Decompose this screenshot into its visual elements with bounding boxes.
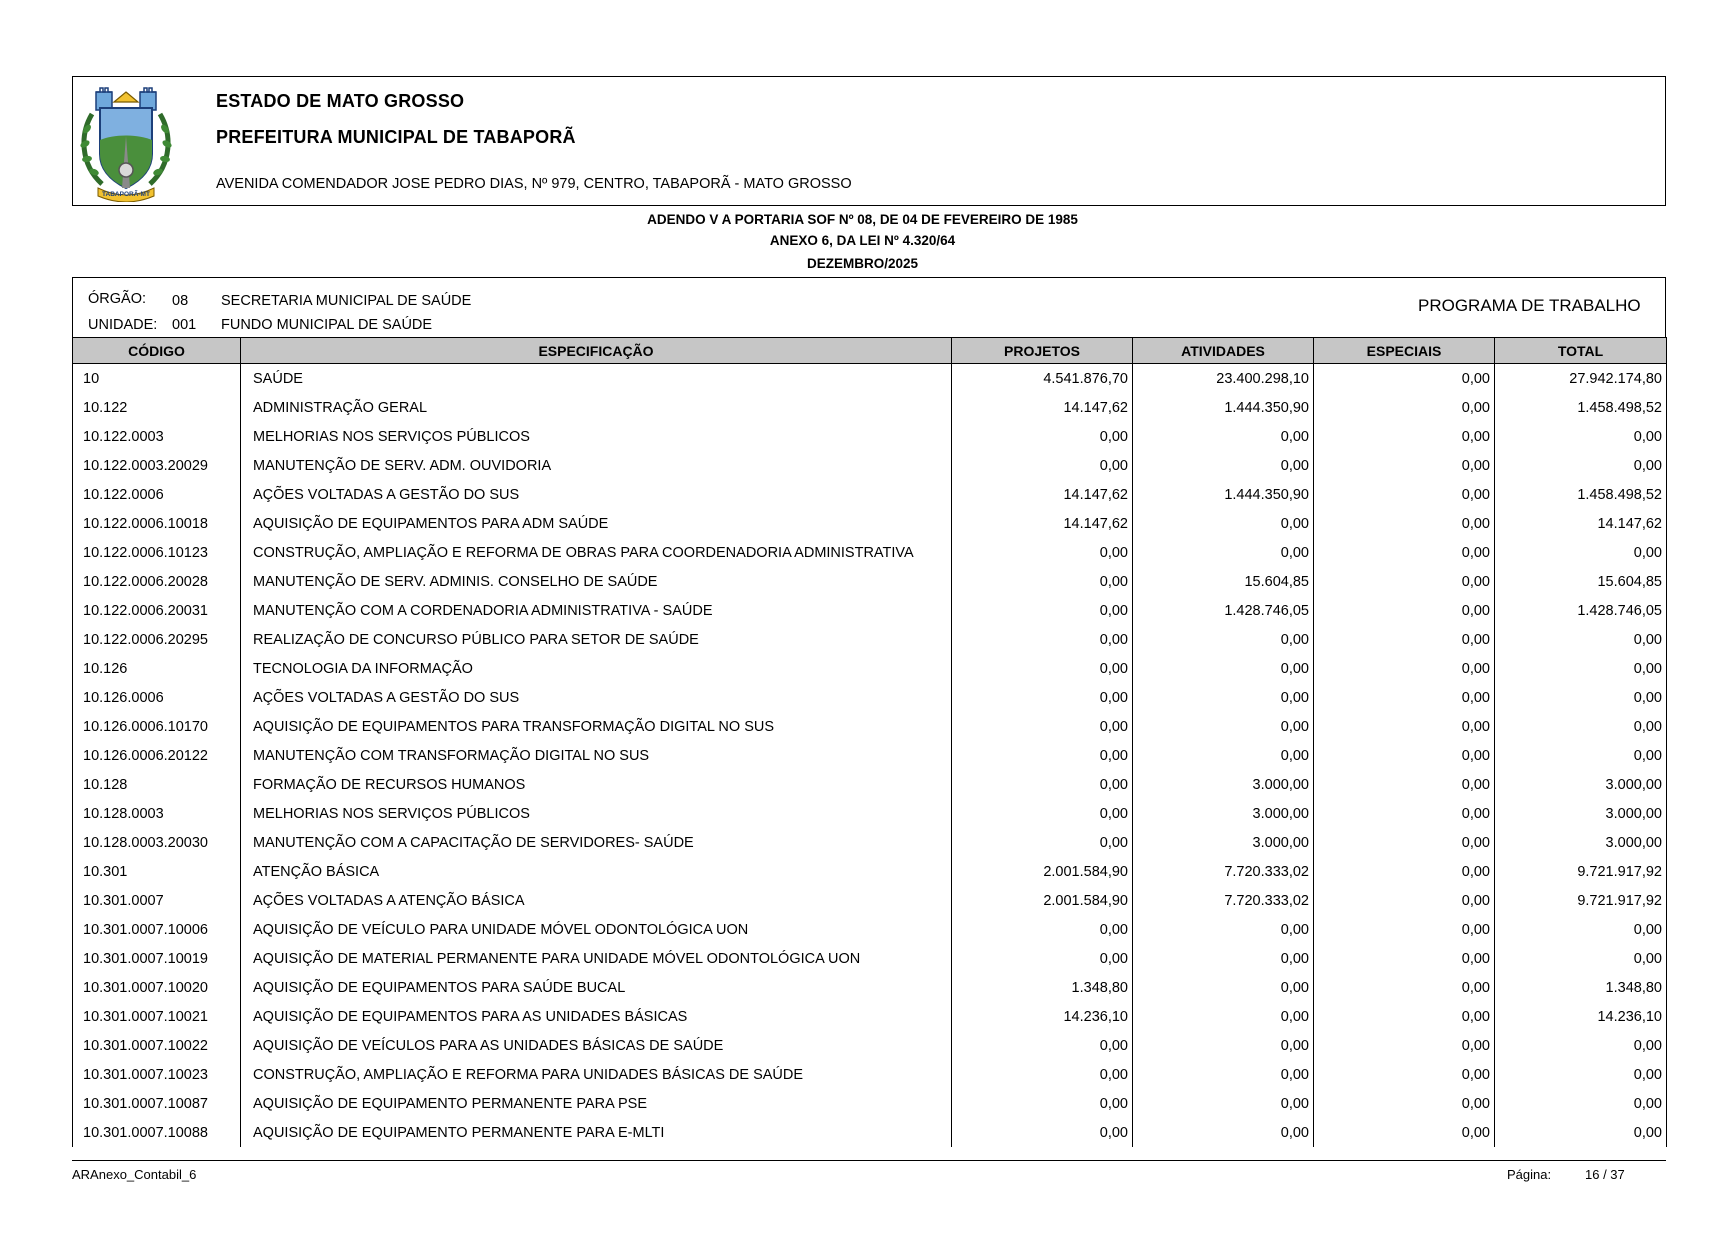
cell-codigo: 10.301.0007.10019	[73, 944, 241, 973]
table-row	[73, 712, 1667, 741]
cell-atividades: 0,00	[1133, 973, 1314, 1002]
cell-codigo: 10.301.0007	[73, 886, 241, 915]
cell-especiais: 0,00	[1314, 857, 1495, 886]
cell-total: 9.721.917,92	[1495, 857, 1667, 886]
report-period: DEZEMBRO/2025	[806, 256, 919, 271]
cell-total: 0,00	[1495, 1089, 1667, 1118]
cell-especiais: 0,00	[1314, 1060, 1495, 1089]
table-body	[73, 364, 1667, 1148]
cell-total: 15.604,85	[1495, 567, 1667, 596]
cell-especificacao: MANUTENÇÃO COM A CAPACITAÇÃO DE SERVIDORES- SAÚDE	[241, 828, 952, 857]
cell-especiais: 0,00	[1314, 770, 1495, 799]
cell-total: 0,00	[1495, 451, 1667, 480]
table-row	[73, 915, 1667, 944]
cell-especificacao: AQUISIÇÃO DE EQUIPAMENTOS PARA TRANSFORMAÇÃO DIGITAL NO SUS	[241, 712, 952, 741]
cell-projetos: 0,00	[952, 944, 1133, 973]
cell-especificacao: FORMAÇÃO DE RECURSOS HUMANOS	[241, 770, 952, 799]
cell-total: 3.000,00	[1495, 828, 1667, 857]
cell-atividades: 7.720.333,02	[1133, 857, 1314, 886]
cell-codigo: 10.122.0006.10123	[73, 538, 241, 567]
cell-projetos: 14.147,62	[952, 509, 1133, 538]
table-row	[73, 886, 1667, 915]
cell-atividades: 1.444.350,90	[1133, 480, 1314, 509]
footer-rule	[72, 1160, 1666, 1161]
cell-projetos: 0,00	[952, 567, 1133, 596]
cell-projetos: 0,00	[952, 654, 1133, 683]
page-label: Página:	[1507, 1167, 1552, 1182]
table-row	[73, 1089, 1667, 1118]
cell-total: 0,00	[1495, 712, 1667, 741]
cell-atividades: 0,00	[1133, 1031, 1314, 1060]
cell-total: 27.942.174,80	[1495, 364, 1667, 394]
report-title-1: ADENDO V A PORTARIA SOF Nº 08, DE 04 DE FEVEREIRO DE 1985	[647, 212, 1078, 227]
cell-codigo: 10.301.0007.10023	[73, 1060, 241, 1089]
cell-especificacao: ADMINISTRAÇÃO GERAL	[241, 393, 952, 422]
cell-atividades: 0,00	[1133, 944, 1314, 973]
cell-projetos: 0,00	[952, 799, 1133, 828]
cell-especificacao: REALIZAÇÃO DE CONCURSO PÚBLICO PARA SETOR DE SAÚDE	[241, 625, 952, 654]
cell-codigo: 10.301.0007.10087	[73, 1089, 241, 1118]
cell-total: 0,00	[1495, 741, 1667, 770]
cell-codigo: 10.126	[73, 654, 241, 683]
cell-total: 0,00	[1495, 1118, 1667, 1147]
cell-total: 1.428.746,05	[1495, 596, 1667, 625]
cell-atividades: 23.400.298,10	[1133, 364, 1314, 394]
cell-projetos: 0,00	[952, 712, 1133, 741]
cell-codigo: 10.122.0003.20029	[73, 451, 241, 480]
cell-especificacao: AÇÕES VOLTADAS A GESTÃO DO SUS	[241, 683, 952, 712]
cell-atividades: 0,00	[1133, 422, 1314, 451]
cell-total: 3.000,00	[1495, 770, 1667, 799]
cell-especiais: 0,00	[1314, 567, 1495, 596]
table-row	[73, 1118, 1667, 1147]
cell-especificacao: MANUTENÇÃO DE SERV. ADMINIS. CONSELHO DE SAÚDE	[241, 567, 952, 596]
cell-especiais: 0,00	[1314, 828, 1495, 857]
cell-codigo: 10.301.0007.10022	[73, 1031, 241, 1060]
col-projetos: PROJETOS	[952, 338, 1133, 364]
cell-total: 0,00	[1495, 654, 1667, 683]
cell-projetos: 4.541.876,70	[952, 364, 1133, 394]
cell-atividades: 7.720.333,02	[1133, 886, 1314, 915]
cell-codigo: 10.122.0006	[73, 480, 241, 509]
program-title: PROGRAMA DE TRABALHO	[1418, 296, 1641, 315]
cell-especificacao: AQUISIÇÃO DE EQUIPAMENTO PERMANENTE PARA E-MLTI	[241, 1118, 952, 1147]
unidade-name: FUNDO MUNICIPAL DE SAÚDE	[221, 317, 433, 333]
cell-atividades: 0,00	[1133, 625, 1314, 654]
cell-atividades: 0,00	[1133, 1060, 1314, 1089]
cell-projetos: 1.348,80	[952, 973, 1133, 1002]
cell-projetos: 2.001.584,90	[952, 857, 1133, 886]
table-header-row	[73, 338, 1667, 364]
cell-atividades: 0,00	[1133, 683, 1314, 712]
cell-total: 0,00	[1495, 1060, 1667, 1089]
cell-atividades: 3.000,00	[1133, 770, 1314, 799]
cell-codigo: 10.122.0003	[73, 422, 241, 451]
cell-total: 0,00	[1495, 683, 1667, 712]
cell-especiais: 0,00	[1314, 799, 1495, 828]
cell-total: 0,00	[1495, 944, 1667, 973]
cell-total: 0,00	[1495, 625, 1667, 654]
cell-atividades: 0,00	[1133, 915, 1314, 944]
cell-codigo: 10.301.0007.10006	[73, 915, 241, 944]
cell-total: 0,00	[1495, 538, 1667, 567]
cell-total: 3.000,00	[1495, 799, 1667, 828]
cell-especificacao: AQUISIÇÃO DE EQUIPAMENTOS PARA AS UNIDADES BÁSICAS	[241, 1002, 952, 1031]
table-row	[73, 625, 1667, 654]
cell-total: 9.721.917,92	[1495, 886, 1667, 915]
cell-especiais: 0,00	[1314, 451, 1495, 480]
cell-codigo: 10.126.0006.10170	[73, 712, 241, 741]
cell-projetos: 0,00	[952, 1060, 1133, 1089]
table-row	[73, 770, 1667, 799]
cell-projetos: 2.001.584,90	[952, 886, 1133, 915]
cell-codigo: 10.128.0003.20030	[73, 828, 241, 857]
unidade-code: 001	[172, 317, 197, 333]
cell-especiais: 0,00	[1314, 509, 1495, 538]
cell-total: 1.458.498,52	[1495, 393, 1667, 422]
cell-especiais: 0,00	[1314, 596, 1495, 625]
cell-codigo: 10.126.0006.20122	[73, 741, 241, 770]
cell-codigo: 10.122.0006.20028	[73, 567, 241, 596]
municipal-crest-icon	[78, 84, 174, 202]
cell-especiais: 0,00	[1314, 1031, 1495, 1060]
cell-total: 14.147,62	[1495, 509, 1667, 538]
cell-codigo: 10	[73, 364, 241, 394]
cell-atividades: 0,00	[1133, 712, 1314, 741]
cell-codigo: 10.126.0006	[73, 683, 241, 712]
cell-projetos: 0,00	[952, 451, 1133, 480]
orgao-code: 08	[172, 293, 189, 309]
cell-especiais: 0,00	[1314, 683, 1495, 712]
col-especiais: ESPECIAIS	[1314, 338, 1495, 364]
table-row	[73, 683, 1667, 712]
cell-codigo: 10.301.0007.10020	[73, 973, 241, 1002]
prefecture-title: PREFEITURA MUNICIPAL DE TABAPORÃ	[216, 127, 576, 147]
cell-especificacao: AQUISIÇÃO DE EQUIPAMENTOS PARA SAÚDE BUCAL	[241, 973, 952, 1002]
cell-total: 1.458.498,52	[1495, 480, 1667, 509]
table-row	[73, 857, 1667, 886]
table-row	[73, 799, 1667, 828]
cell-especificacao: TECNOLOGIA DA INFORMAÇÃO	[241, 654, 952, 683]
table-row	[73, 393, 1667, 422]
cell-especificacao: AQUISIÇÃO DE MATERIAL PERMANENTE PARA UNIDADE MÓVEL ODONTOLÓGICA UON	[241, 944, 952, 973]
table-row	[73, 654, 1667, 683]
cell-codigo: 10.122.0006.10018	[73, 509, 241, 538]
program-table	[72, 337, 1667, 1147]
cell-total: 0,00	[1495, 915, 1667, 944]
cell-total: 1.348,80	[1495, 973, 1667, 1002]
table-row	[73, 451, 1667, 480]
cell-atividades: 0,00	[1133, 741, 1314, 770]
cell-projetos: 0,00	[952, 683, 1133, 712]
cell-especificacao: MELHORIAS NOS SERVIÇOS PÚBLICOS	[241, 799, 952, 828]
cell-projetos: 0,00	[952, 741, 1133, 770]
table-row	[73, 741, 1667, 770]
cell-projetos: 0,00	[952, 422, 1133, 451]
cell-especificacao: CONSTRUÇÃO, AMPLIAÇÃO E REFORMA PARA UNIDADES BÁSICAS DE SAÚDE	[241, 1060, 952, 1089]
cell-projetos: 0,00	[952, 915, 1133, 944]
cell-projetos: 0,00	[952, 828, 1133, 857]
cell-especiais: 0,00	[1314, 538, 1495, 567]
cell-atividades: 3.000,00	[1133, 828, 1314, 857]
col-total: TOTAL	[1495, 338, 1667, 364]
col-atividades: ATIVIDADES	[1133, 338, 1314, 364]
cell-atividades: 3.000,00	[1133, 799, 1314, 828]
state-title: ESTADO DE MATO GROSSO	[216, 91, 465, 111]
cell-projetos: 0,00	[952, 1118, 1133, 1147]
cell-projetos: 14.147,62	[952, 480, 1133, 509]
cell-especificacao: AQUISIÇÃO DE VEÍCULO PARA UNIDADE MÓVEL ODONTOLÓGICA UON	[241, 915, 952, 944]
cell-codigo: 10.301.0007.10021	[73, 1002, 241, 1031]
cell-especiais: 0,00	[1314, 480, 1495, 509]
cell-especiais: 0,00	[1314, 364, 1495, 394]
cell-projetos: 0,00	[952, 538, 1133, 567]
cell-atividades: 15.604,85	[1133, 567, 1314, 596]
cell-especificacao: AÇÕES VOLTADAS A GESTÃO DO SUS	[241, 480, 952, 509]
cell-total: 14.236,10	[1495, 1002, 1667, 1031]
svg-text:TABAPORÃ-MT: TABAPORÃ-MT	[102, 191, 150, 198]
cell-atividades: 0,00	[1133, 654, 1314, 683]
unidade-label: UNIDADE:	[88, 317, 158, 333]
table-row	[73, 1060, 1667, 1089]
table-row	[73, 1031, 1667, 1060]
cell-especificacao: AQUISIÇÃO DE VEÍCULOS PARA AS UNIDADES BÁSICAS DE SAÚDE	[241, 1031, 952, 1060]
cell-especificacao: MANUTENÇÃO COM A CORDENADORIA ADMINISTRATIVA - SAÚDE	[241, 596, 952, 625]
cell-especiais: 0,00	[1314, 1002, 1495, 1031]
cell-codigo: 10.301.0007.10088	[73, 1118, 241, 1147]
table-row	[73, 1002, 1667, 1031]
cell-atividades: 1.428.746,05	[1133, 596, 1314, 625]
cell-atividades: 0,00	[1133, 538, 1314, 567]
address-line: AVENIDA COMENDADOR JOSE PEDRO DIAS, Nº 979, CENTRO, TABAPORÃ - MATO GROSSO	[216, 176, 852, 192]
cell-especiais: 0,00	[1314, 741, 1495, 770]
report-id: ARAnexo_Contabil_6	[72, 1167, 197, 1182]
cell-especificacao: AQUISIÇÃO DE EQUIPAMENTOS PARA ADM SAÚDE	[241, 509, 952, 538]
report-title-2: ANEXO 6, DA LEI Nº 4.320/64	[769, 233, 956, 248]
cell-especiais: 0,00	[1314, 654, 1495, 683]
cell-especificacao: CONSTRUÇÃO, AMPLIAÇÃO E REFORMA DE OBRAS PARA COORDENADORIA ADMINISTRATIVA	[241, 538, 952, 567]
table-row	[73, 944, 1667, 973]
cell-especiais: 0,00	[1314, 886, 1495, 915]
cell-projetos: 14.236,10	[952, 1002, 1133, 1031]
cell-codigo: 10.128.0003	[73, 799, 241, 828]
cell-especiais: 0,00	[1314, 712, 1495, 741]
cell-especificacao: AQUISIÇÃO DE EQUIPAMENTO PERMANENTE PARA PSE	[241, 1089, 952, 1118]
cell-especiais: 0,00	[1314, 625, 1495, 654]
table-row	[73, 973, 1667, 1002]
table-row	[73, 538, 1667, 567]
cell-especiais: 0,00	[1314, 1118, 1495, 1147]
cell-codigo: 10.122.0006.20295	[73, 625, 241, 654]
page-number: 16 / 37	[1585, 1167, 1625, 1182]
table-row	[73, 422, 1667, 451]
table-row	[73, 364, 1667, 394]
cell-projetos: 0,00	[952, 770, 1133, 799]
col-especificacao: ESPECIFICAÇÃO	[241, 338, 952, 364]
cell-especiais: 0,00	[1314, 393, 1495, 422]
cell-projetos: 0,00	[952, 1089, 1133, 1118]
cell-total: 0,00	[1495, 1031, 1667, 1060]
cell-especificacao: MANUTENÇÃO DE SERV. ADM. OUVIDORIA	[241, 451, 952, 480]
col-codigo: CÓDIGO	[73, 338, 241, 364]
cell-projetos: 0,00	[952, 596, 1133, 625]
cell-codigo: 10.122	[73, 393, 241, 422]
cell-codigo: 10.301	[73, 857, 241, 886]
cell-codigo: 10.122.0006.20031	[73, 596, 241, 625]
cell-especiais: 0,00	[1314, 973, 1495, 1002]
orgao-name: SECRETARIA MUNICIPAL DE SAÚDE	[221, 293, 472, 309]
cell-total: 0,00	[1495, 422, 1667, 451]
cell-codigo: 10.128	[73, 770, 241, 799]
cell-especiais: 0,00	[1314, 944, 1495, 973]
table-row	[73, 567, 1667, 596]
orgao-label: ÓRGÃO:	[88, 291, 147, 307]
cell-especificacao: SAÚDE	[241, 364, 952, 394]
cell-atividades: 1.444.350,90	[1133, 393, 1314, 422]
cell-projetos: 0,00	[952, 625, 1133, 654]
table-row	[73, 596, 1667, 625]
cell-atividades: 0,00	[1133, 1002, 1314, 1031]
cell-projetos: 14.147,62	[952, 393, 1133, 422]
cell-atividades: 0,00	[1133, 451, 1314, 480]
cell-especificacao: ATENÇÃO BÁSICA	[241, 857, 952, 886]
cell-especificacao: AÇÕES VOLTADAS A ATENÇÃO BÁSICA	[241, 886, 952, 915]
cell-projetos: 0,00	[952, 1031, 1133, 1060]
cell-especiais: 0,00	[1314, 1089, 1495, 1118]
cell-especiais: 0,00	[1314, 915, 1495, 944]
table-row	[73, 509, 1667, 538]
cell-especiais: 0,00	[1314, 422, 1495, 451]
cell-atividades: 0,00	[1133, 1089, 1314, 1118]
table-row	[73, 828, 1667, 857]
cell-especificacao: MANUTENÇÃO COM TRANSFORMAÇÃO DIGITAL NO SUS	[241, 741, 952, 770]
cell-especificacao: MELHORIAS NOS SERVIÇOS PÚBLICOS	[241, 422, 952, 451]
cell-atividades: 0,00	[1133, 509, 1314, 538]
table-row	[73, 480, 1667, 509]
cell-atividades: 0,00	[1133, 1118, 1314, 1147]
